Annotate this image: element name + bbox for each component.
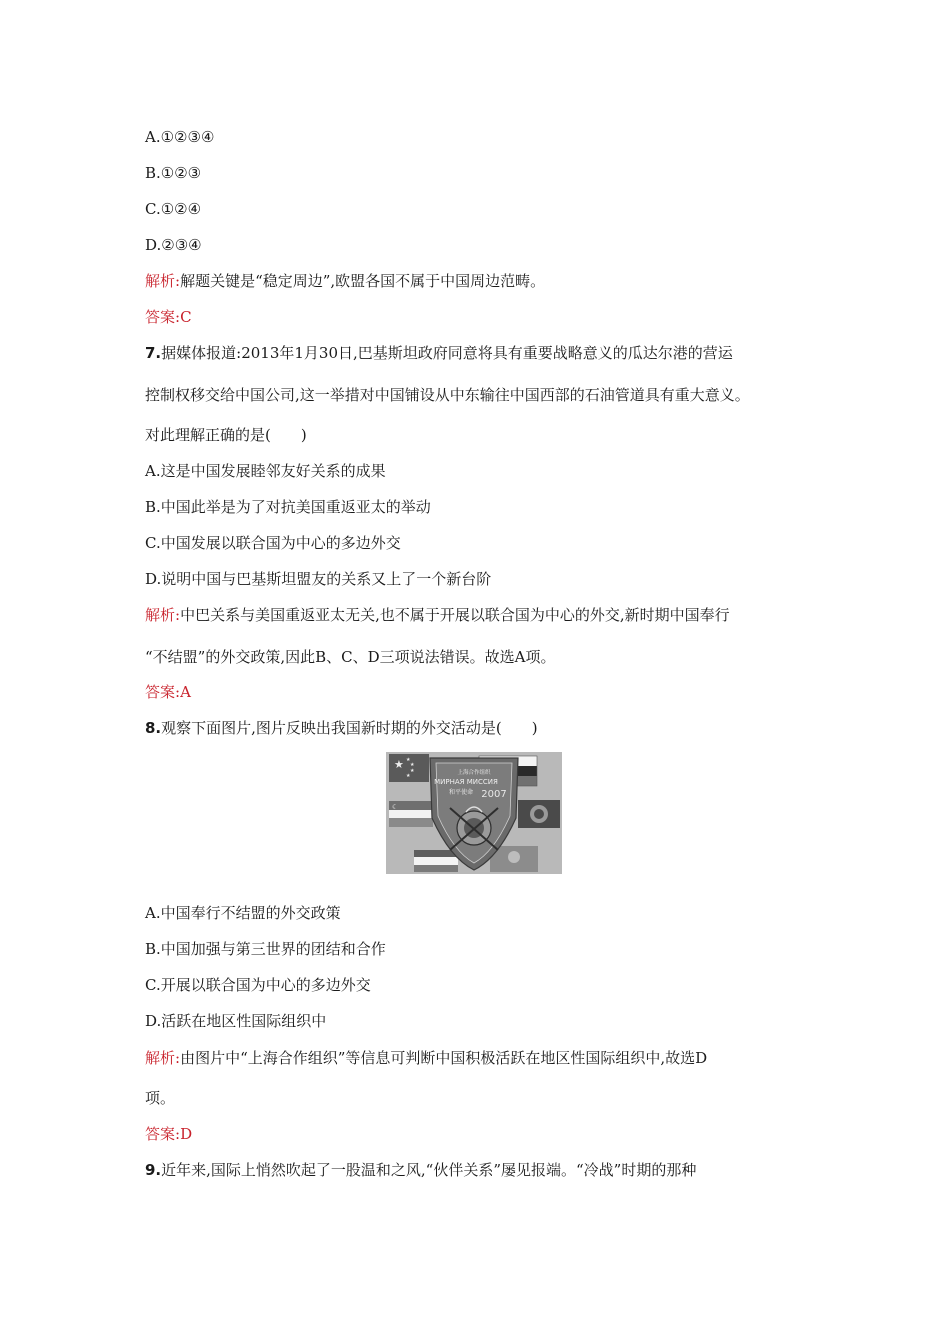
q6-option-c: C.①②④: [145, 200, 202, 218]
q8-option-d: D.活跃在地区性国际组织中: [145, 1012, 327, 1030]
q7-analysis-line-1: 解析:中巴关系与美国重返亚太无关,也不属于开展以联合国为中心的外交,新时期中国奉行: [145, 606, 730, 624]
svg-text:★: ★: [406, 757, 411, 763]
svg-text:★: ★: [410, 762, 415, 768]
kyrgyzstan-flag-icon: [518, 800, 560, 828]
analysis-label: 解析:: [145, 272, 181, 290]
q8-option-a: A.中国奉行不结盟的外交政策: [145, 904, 341, 922]
q6-option-b: B.①②③: [145, 164, 202, 182]
question-number: 9.: [145, 1161, 162, 1179]
q8-analysis-line-1: 解析:由图片中“上海合作组织”等信息可判断中国积极活跃在地区性国际组织中,故选D: [145, 1049, 708, 1067]
svg-text:☾: ☾: [392, 803, 399, 811]
q6-option-a: A.①②③④: [145, 128, 215, 146]
q6-option-d: D.②③④: [145, 236, 202, 254]
svg-text:★: ★: [394, 758, 404, 771]
svg-text:★: ★: [410, 768, 415, 774]
q9-stem: 9.近年来,国际上悄然吹起了一股温和之风,“伙伴关系”屡见报端。“冷战”时期的那种: [145, 1161, 697, 1179]
question-number: 8.: [145, 719, 162, 737]
q7-option-b: B.中国此举是为了对抗美国重返亚太的举动: [145, 498, 431, 516]
q8-analysis-line-2: 项。: [145, 1089, 176, 1107]
emblem-text-2: МИРНАЯ МИССИЯ: [434, 778, 498, 786]
q8-answer: [145, 1124, 192, 1144]
q7-option-a: A.这是中国发展睦邻友好关系的成果: [145, 462, 386, 480]
emblem-text-3: 和平使命: [448, 789, 474, 796]
q7-analysis-line-2: “不结盟”的外交政策,因此B、C、D三项说法错误。故选A项。: [145, 648, 556, 666]
emblem-text-4: 2007: [481, 789, 507, 800]
answer-text: A: [180, 683, 191, 701]
emblem-text-1: 上海合作组织: [457, 770, 491, 776]
q7-stem-line-2: 控制权移交给中国公司,这一举措对中国铺设从中东输往中国西部的石油管道具有重大意义。: [145, 386, 750, 404]
q7-option-d: D.说明中国与巴基斯坦盟友的关系又上了一个新台阶: [145, 570, 492, 588]
q8-stem: 8.观察下面图片,图片反映出我国新时期的外交活动是( ): [145, 719, 538, 737]
analysis-label: 解析:: [145, 606, 181, 624]
sco-peace-mission-image: [386, 752, 562, 874]
tajikistan-flag-icon: [414, 850, 458, 872]
q7-stem-line-1: 7.据媒体报道:2013年1月30日,巴基斯坦政府同意将具有重要战略意义的瓜达尔港的营运: [145, 344, 733, 362]
q7-option-c: C.中国发展以联合国为中心的多边外交: [145, 534, 401, 552]
analysis-label: 解析:: [145, 1049, 181, 1067]
china-flag-icon: [389, 754, 429, 782]
q6-answer: [145, 307, 192, 327]
question-number: 7.: [145, 344, 162, 362]
svg-text:★: ★: [406, 773, 411, 779]
answer-label: 答案:: [145, 308, 181, 326]
q6-analysis: [145, 271, 545, 291]
answer-text: D: [180, 1125, 193, 1143]
answer-text: C: [180, 308, 192, 326]
answer-label: 答案:: [145, 1125, 181, 1143]
analysis-text: 解题关键是“稳定周边”,欧盟各国不属于中国周边范畴。: [180, 272, 546, 290]
q8-option-b: B.中国加强与第三世界的团结和合作: [145, 940, 386, 958]
q8-option-c: C.开展以联合国为中心的多边外交: [145, 976, 371, 994]
q7-answer: [145, 682, 191, 702]
q7-stem-line-3: 对此理解正确的是( ): [145, 426, 307, 444]
uzbekistan-flag-icon: [389, 801, 433, 827]
answer-label: 答案:: [145, 683, 181, 701]
